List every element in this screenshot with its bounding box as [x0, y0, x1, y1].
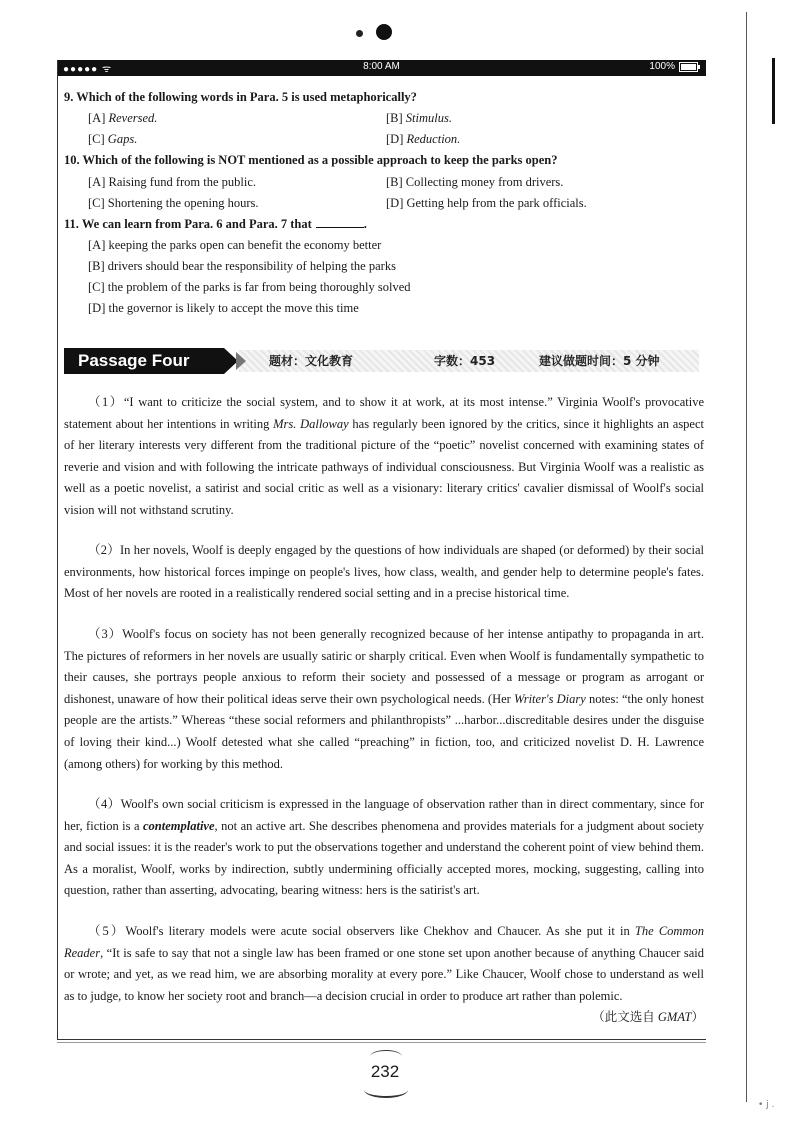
page-number-ornament-bottom — [364, 1082, 408, 1098]
battery-icon — [679, 62, 698, 72]
question-stem: Which of the following is NOT mentioned as a possible approach to keep the parks open? — [82, 153, 558, 167]
passage-topic: 题材：文化教育 — [269, 354, 354, 368]
question-number: 9. — [64, 90, 74, 104]
option-9d[interactable]: [D] Reduction. — [386, 132, 461, 146]
passage-word-count: 字数：453 — [434, 354, 496, 368]
paragraph-3: （3）Woolf's focus on society has not been generally recognized because of her intense antipathy to propaganda in art. The pictures of reformers in her novels are usually satiric or sharply critical. Even when Woolf is fundamentally sympathetic to their causes, she portrays people anxious to reform their society and possessed of a message or program as arrogant or dishonest, unaware of how their political ideas serve their own psychological needs. (Her Writer's Diary notes: “the only honest people are the artists.” Whereas “these social reformers and philanthropists” ...harbor...discreditable desires under the disguise of loving their kind...) Woolf detested what she called “preaching” in fiction, too, and criticized novelist D. H. Lawrence (among others) for working by this method. — [64, 627, 704, 771]
source-note: （此文选自 GMAT） — [592, 1010, 704, 1025]
passage-time: 建议做题时间：5 分钟 — [539, 354, 660, 368]
book-title: Mrs. Dalloway — [273, 416, 349, 431]
signal-wifi-icon: ●●●●● ᯤ — [63, 64, 113, 75]
option-11c[interactable]: [C] the problem of the parks is far from being thoroughly solved — [88, 280, 411, 294]
large-dot-icon — [376, 24, 392, 40]
question-stem: We can learn from Para. 6 and Para. 7 that — [81, 217, 312, 231]
question-9 — [64, 90, 417, 105]
passage-title: Passage Four — [64, 348, 224, 374]
option-11b[interactable]: [B] drivers should bear the responsibility of helping the parks — [88, 259, 396, 273]
option-9b[interactable]: [B] Stimulus. — [386, 111, 452, 125]
option-9c[interactable]: [C] Gaps. — [88, 132, 138, 146]
banner-arrow-shadow-icon — [236, 352, 246, 370]
option-11a[interactable]: [A] keeping the parks open can benefit the economy better — [88, 238, 382, 252]
book-title: The Common Reader — [64, 924, 704, 960]
paragraph-4: （4）Woolf's own social criticism is expressed in the language of observation rather than in direct commentary, since for her, fiction is a contemplative, not an active art. She describes phenomena and provides materials for a judgment about society and social issues: it is the reader's work to put the observations together and understand the coherent point of view behind them. As a moralist, Woolf, works by indirection, subtly undermining officially accepted mores, mocking, suggesting, calling into question, rather than asserting, advocating, bearing witness: hers is the satirist's art. — [64, 797, 704, 898]
question-number: 11. — [64, 217, 79, 231]
battery-status — [649, 61, 698, 72]
question-stem: Which of the following words in Para. 5 is used metaphorically? — [76, 90, 417, 104]
option-10c[interactable]: [C] Shortening the opening hours. — [88, 196, 259, 210]
question-number: 10. — [64, 153, 80, 167]
margin-note: • j . — [758, 1100, 775, 1110]
bottom-rule-thin — [57, 1042, 706, 1043]
option-9a[interactable]: [A] Reversed. — [88, 111, 158, 125]
left-frame-rule — [57, 60, 58, 1040]
status-bar — [57, 60, 706, 76]
margin-rule — [746, 12, 747, 1102]
answer-blank[interactable] — [316, 217, 364, 228]
battery-percent: 100% — [649, 61, 675, 72]
option-10a[interactable]: [A] Raising fund from the public. — [88, 175, 257, 189]
paragraph-2: （2）In her novels, Woolf is deeply engaged by the questions of how individuals are shaped (or deformed) by their social environments, how historical forces impinge on people's lives, how class, wealth, and gender help to determine people's fates. Most of her novels are rooted in a realistically rendered social setting and in a precise historical time. — [64, 543, 704, 601]
question-10 — [64, 153, 557, 168]
bottom-rule — [57, 1039, 706, 1040]
passage-banner — [64, 346, 704, 376]
option-10d[interactable]: [D] Getting help from the park officials. — [386, 196, 587, 210]
option-10b[interactable]: [B] Collecting money from drivers. — [386, 175, 564, 189]
emphasized-word: contemplative — [143, 818, 215, 833]
small-dot-icon — [356, 30, 363, 37]
option-11d[interactable]: [D] the governor is likely to accept the move this time — [88, 301, 359, 315]
book-title: Writer's Diary — [513, 691, 586, 706]
paragraph-1: （1）“I want to criticize the social system, and to show it at work, at its most intense.” Virginia Woolf's provocative statement about her intentions in writing Mrs. Dalloway has regularly been ignored by the critics, since it highlights an aspect of her literary interests very different from the traditional picture of the “poetic” novelist concerned with examining states of reverie and vision and with following the intricate pathways of individual consciousness. But Virginia Woolf was a realistic as well as a poetic novelist, a satirist and social critic as well as a visionary: literary critics' cavalier dismissal of Woolf's social vision will not withstand scrutiny. — [64, 395, 705, 517]
margin-mark — [772, 58, 775, 124]
status-time: 8:00 AM — [363, 61, 400, 72]
paragraph-5: （5）Woolf's literary models were acute social observers like Chekhov and Chaucer. As she put it in The Common Reader, “It is safe to say that not a single law has been framed or one stone set upon another because of anything Chaucer said or wrote; and yet, as we read him, we are absorbing morality at every pore.” Like Chaucer, Woolf chose to understand as well as to judge, to know her society root and branch—a decision crucial in order to produce art rather than polemic. （此文选自 GMAT） — [64, 921, 704, 1029]
question-11: 11. We can learn from Para. 6 and Para. 7 that . — [64, 217, 367, 231]
page-number: 232 — [370, 1062, 400, 1081]
